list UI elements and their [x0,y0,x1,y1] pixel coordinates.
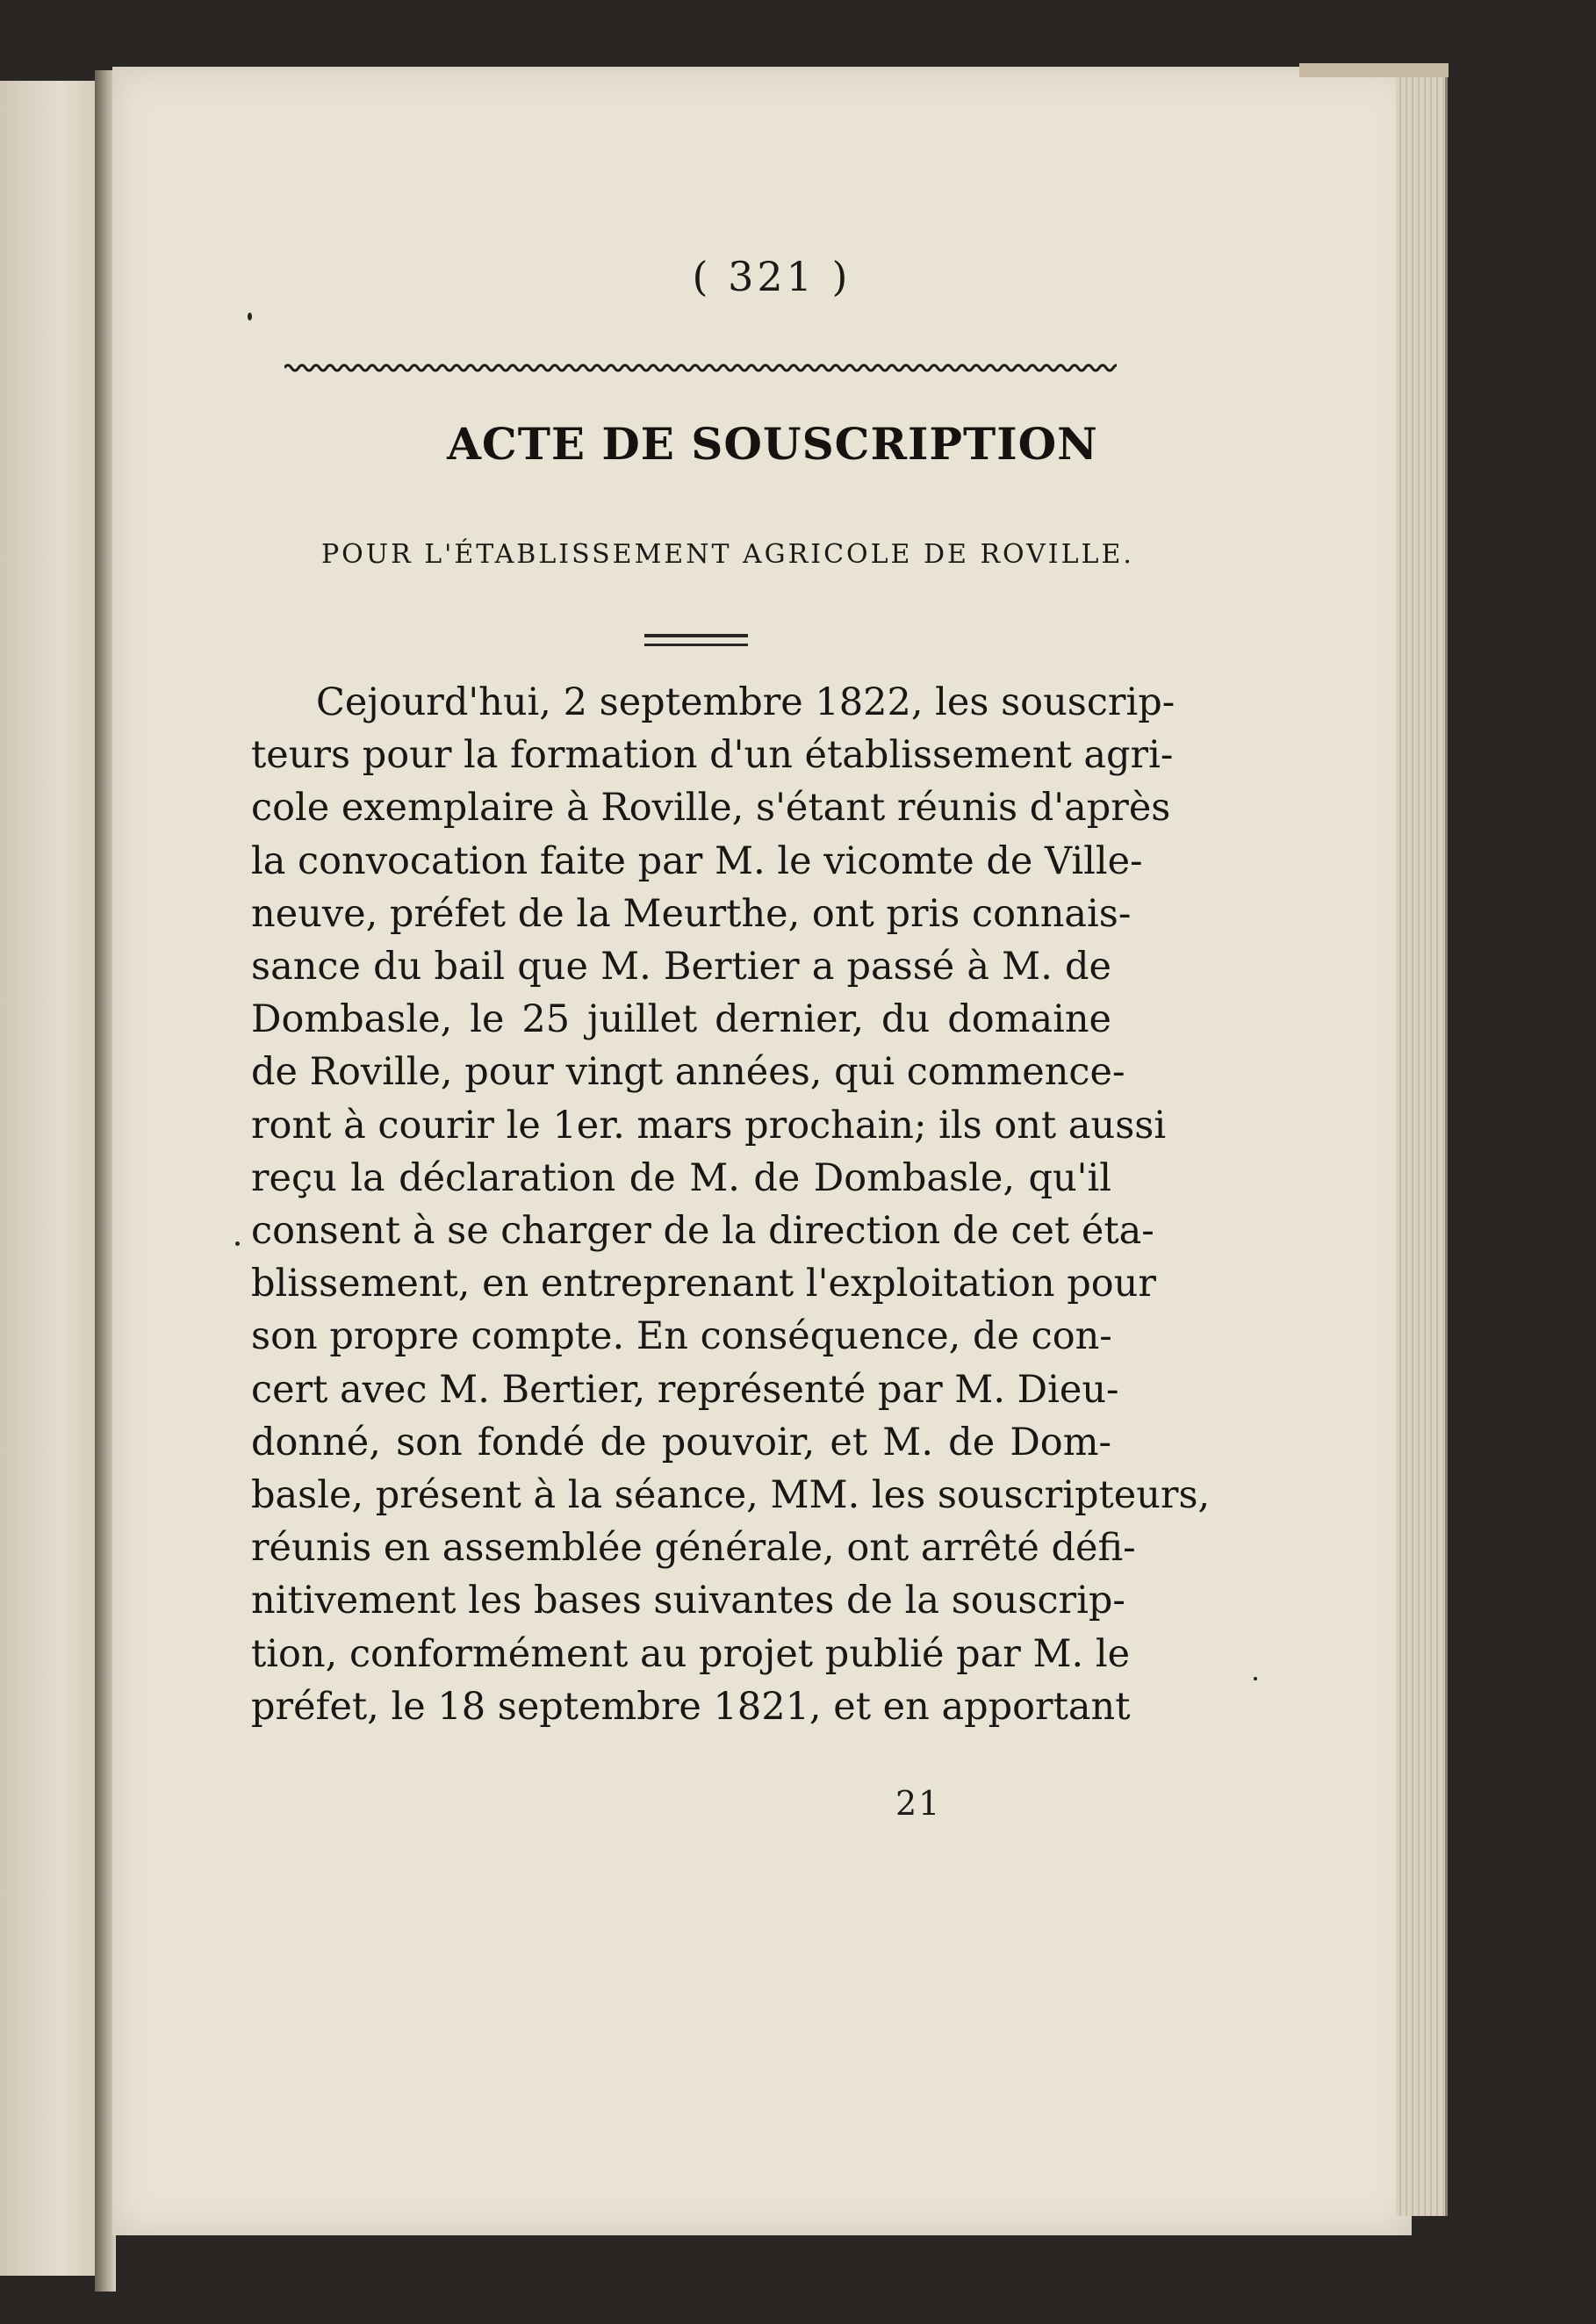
ornamental-rule [284,362,1117,374]
text-line: Cejourd'hui, 2 septembre 1822, les souscrip- [316,680,1175,724]
text-line: reçu la déclaration de M. de Dombasle, qu'il [251,1155,1111,1200]
text-line: Dombasle, le 25 juillet dernier, du domaine [251,997,1111,1042]
text-line: teurs pour la formation d'un établissement agri- [251,733,1174,778]
text-line: donné, son fondé de pouvoir, et M. de Dom- [251,1420,1111,1464]
text-line: cert avec M. Bertier, représenté par M. Dieu- [251,1367,1119,1412]
body-paragraph [251,676,1211,1733]
top-page-edge [1299,63,1449,77]
text-line: blissement, en entreprenant l'exploitation pour [251,1262,1156,1306]
page-block-edges [1396,74,1448,2216]
text-line: nitivement les bases suivantes de la souscrip- [251,1579,1125,1623]
double-rule [644,634,748,646]
text-line: tion, conformément au projet publié par M. le [251,1631,1131,1676]
text-line: son propre compte. En conséquence, de con- [251,1314,1112,1359]
text-line: réunis en assemblée générale, ont arrêté défi- [251,1526,1136,1571]
text-line: consent à se charger de la direction de cet éta- [251,1209,1154,1254]
text-line: ront à courir le 1er. mars prochain; ils ont aussi [251,1103,1167,1148]
text-line: préfet, le 18 septembre 1821, et en apportant [251,1684,1131,1729]
text-line: la convocation faite par M. le vicomte de Ville- [251,838,1143,883]
text-line: neuve, préfet de la Meurthe, ont pris connais- [251,891,1132,936]
left-page-edge [0,81,98,2276]
text-line: cole exemplaire à Roville, s'étant réunis d'après [251,786,1171,831]
text-line: de Roville, pour vingt années, qui commence- [251,1050,1125,1095]
text-line: basle, présent à la séance, MM. les souscripteurs, [251,1473,1211,1518]
page-number: ( 321 ) [692,253,852,300]
document-title: ACTE DE SOUSCRIPTION [447,418,1098,470]
document-subtitle: POUR L'ÉTABLISSEMENT AGRICOLE DE ROVILLE. [321,539,1134,570]
signature-mark: 21 [895,1784,942,1823]
text-line: sance du bail que M. Bertier a passé à M. de [251,945,1111,989]
